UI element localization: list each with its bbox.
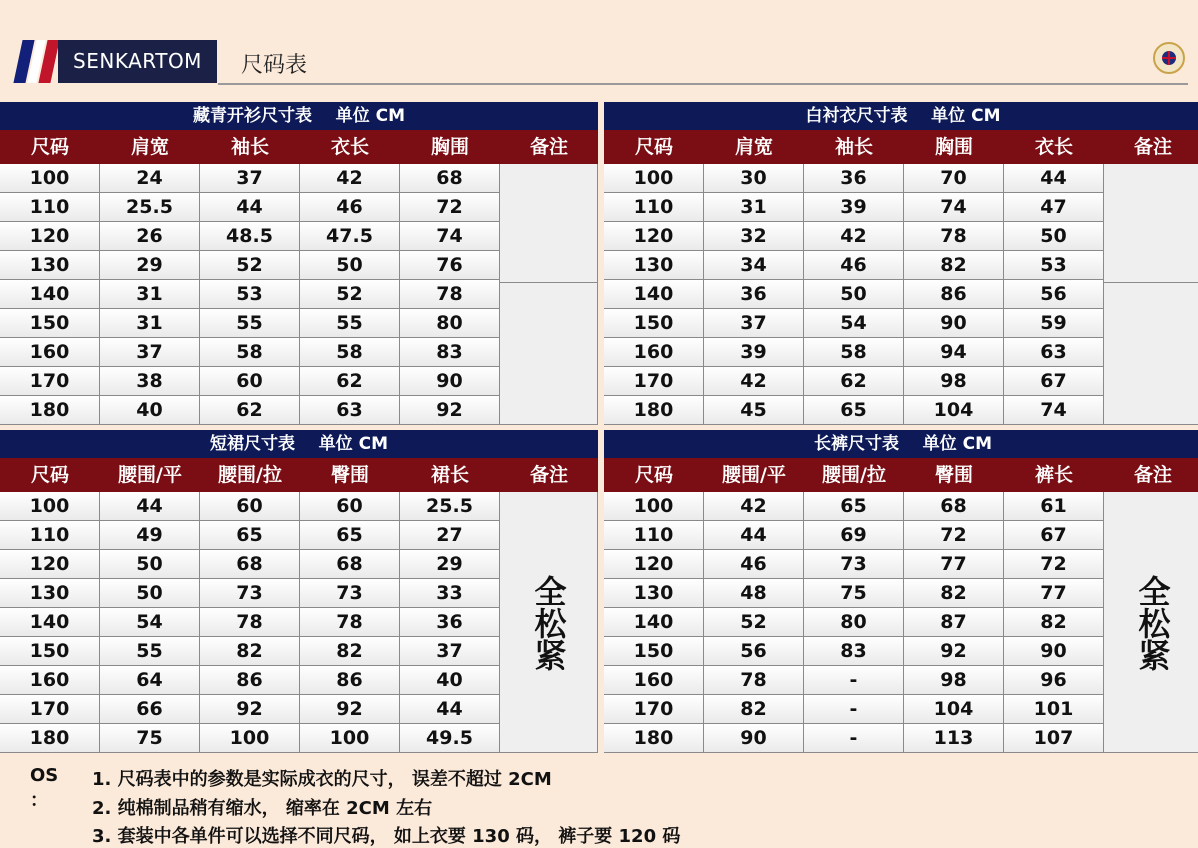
cell-col-d: 29 [400, 550, 500, 579]
cell-size: 180 [604, 396, 704, 425]
table-title: 短裙尺寸表 单位 CM [0, 430, 598, 458]
cell-col-a: 40 [100, 396, 200, 425]
note-cell [1104, 492, 1198, 753]
header-col-c: 衣长 [330, 136, 369, 158]
cell-size: 180 [604, 724, 704, 753]
cell-col-c: 90 [904, 309, 1004, 338]
cell-col-b: - [804, 724, 904, 753]
cell-col-b: 50 [804, 280, 904, 309]
table-header-row [0, 458, 598, 492]
cell-col-c: 100 [300, 724, 400, 753]
cell-size: 170 [604, 695, 704, 724]
cell-size: 140 [604, 608, 704, 637]
cell-col-c: 68 [300, 550, 400, 579]
cell-col-c: 86 [904, 280, 1004, 309]
cell-col-d: 96 [1004, 666, 1104, 695]
header-size: 尺码 [30, 136, 69, 158]
cell-col-c: 92 [904, 637, 1004, 666]
cell-size: 150 [0, 637, 100, 666]
cell-col-b: 55 [200, 309, 300, 338]
header-col-a: 肩宽 [734, 136, 773, 158]
cell-col-a: 49 [100, 521, 200, 550]
cell-col-c: 74 [904, 193, 1004, 222]
cell-col-b: 65 [200, 521, 300, 550]
cell-col-d: 90 [1004, 637, 1104, 666]
cell-col-a: 29 [100, 251, 200, 280]
cell-col-c: 113 [904, 724, 1004, 753]
cell-col-b: 60 [200, 367, 300, 396]
cell-col-d: 67 [1004, 367, 1104, 396]
header-col-b: 腰围/拉 [218, 464, 282, 486]
cell-col-b: 75 [804, 579, 904, 608]
table-header-row [0, 130, 598, 164]
cell-col-d: 82 [1004, 608, 1104, 637]
cell-col-b: 69 [804, 521, 904, 550]
note-text: 全松紧 [529, 574, 568, 671]
cell-col-d: 25.5 [400, 492, 500, 521]
cell-size: 170 [604, 367, 704, 396]
cell-col-c: 82 [300, 637, 400, 666]
cell-size: 100 [604, 492, 704, 521]
cell-col-b: 83 [804, 637, 904, 666]
cell-col-d: 80 [400, 309, 500, 338]
cell-col-a: 48 [704, 579, 804, 608]
cell-col-c: 50 [300, 251, 400, 280]
cell-size: 120 [0, 550, 100, 579]
cell-col-d: 59 [1004, 309, 1104, 338]
cell-col-d: 53 [1004, 251, 1104, 280]
brand-name: SENKARTOM [58, 40, 217, 83]
cell-col-a: 55 [100, 637, 200, 666]
cell-col-b: 44 [200, 193, 300, 222]
cell-col-d: 44 [400, 695, 500, 724]
cell-size: 160 [0, 666, 100, 695]
header-size: 尺码 [634, 464, 673, 486]
cell-size: 110 [604, 521, 704, 550]
cell-size: 150 [604, 309, 704, 338]
note-cell [500, 283, 598, 425]
note-cell [500, 492, 598, 753]
header-col-a: 肩宽 [130, 136, 169, 158]
cell-col-a: 54 [100, 608, 200, 637]
cell-col-a: 38 [100, 367, 200, 396]
cell-col-c: 104 [904, 396, 1004, 425]
cell-col-d: 76 [400, 251, 500, 280]
cell-size: 130 [604, 251, 704, 280]
header-note: 备注 [1133, 136, 1172, 158]
cell-size: 180 [0, 396, 100, 425]
cell-col-a: 90 [704, 724, 804, 753]
cell-col-a: 56 [704, 637, 804, 666]
header-col-c: 臀围 [330, 464, 369, 486]
table-body [604, 164, 1198, 425]
cell-col-c: 42 [300, 164, 400, 193]
cell-col-c: 104 [904, 695, 1004, 724]
cell-col-a: 42 [704, 492, 804, 521]
table-header-row [604, 130, 1198, 164]
note-text: 全松紧 [1133, 574, 1172, 671]
cell-col-a: 36 [704, 280, 804, 309]
header-col-d: 胸围 [430, 136, 469, 158]
header-col-d: 裙长 [430, 464, 469, 486]
cell-col-d: 101 [1004, 695, 1104, 724]
cell-col-a: 30 [704, 164, 804, 193]
cell-col-c: 72 [904, 521, 1004, 550]
cell-size: 100 [604, 164, 704, 193]
table-header-row [604, 458, 1198, 492]
cell-size: 170 [0, 695, 100, 724]
cell-col-d: 44 [1004, 164, 1104, 193]
cell-col-a: 42 [704, 367, 804, 396]
table-title: 长裤尺寸表 单位 CM [604, 430, 1198, 458]
cell-col-b: - [804, 666, 904, 695]
cell-col-b: 60 [200, 492, 300, 521]
header-col-b: 腰围/拉 [822, 464, 886, 486]
cell-col-c: 78 [904, 222, 1004, 251]
cell-col-d: 74 [1004, 396, 1104, 425]
header-note: 备注 [1133, 464, 1172, 486]
cell-col-a: 52 [704, 608, 804, 637]
cell-col-c: 86 [300, 666, 400, 695]
cell-col-a: 37 [704, 309, 804, 338]
cell-size: 110 [604, 193, 704, 222]
cell-col-b: - [804, 695, 904, 724]
cell-col-b: 39 [804, 193, 904, 222]
cell-col-b: 68 [200, 550, 300, 579]
cell-col-c: 92 [300, 695, 400, 724]
cell-col-b: 58 [200, 338, 300, 367]
cell-col-c: 52 [300, 280, 400, 309]
cell-size: 150 [604, 637, 704, 666]
cell-col-b: 58 [804, 338, 904, 367]
cell-col-b: 36 [804, 164, 904, 193]
cell-col-b: 100 [200, 724, 300, 753]
cell-col-d: 61 [1004, 492, 1104, 521]
cell-size: 120 [604, 550, 704, 579]
cell-size: 110 [0, 521, 100, 550]
cell-col-d: 74 [400, 222, 500, 251]
cell-col-a: 24 [100, 164, 200, 193]
brand-logo [12, 40, 217, 83]
header-note: 备注 [529, 464, 568, 486]
cell-col-d: 68 [400, 164, 500, 193]
cell-col-b: 62 [200, 396, 300, 425]
cell-col-a: 44 [100, 492, 200, 521]
header-col-b: 袖长 [230, 136, 269, 158]
header [0, 0, 1198, 92]
table-body [0, 164, 598, 425]
cell-col-a: 31 [704, 193, 804, 222]
cell-col-d: 107 [1004, 724, 1104, 753]
cell-col-c: 63 [300, 396, 400, 425]
cell-col-a: 50 [100, 550, 200, 579]
cell-col-d: 33 [400, 579, 500, 608]
cell-col-d: 40 [400, 666, 500, 695]
cell-col-b: 78 [200, 608, 300, 637]
note-line: 1. 尺码表中的参数是实际成衣的尺寸， 误差不超过 2CM [92, 769, 552, 790]
cell-col-b: 37 [200, 164, 300, 193]
cell-size: 140 [604, 280, 704, 309]
cell-col-b: 80 [804, 608, 904, 637]
cell-size: 180 [0, 724, 100, 753]
cell-col-d: 50 [1004, 222, 1104, 251]
cell-col-c: 65 [300, 521, 400, 550]
cell-col-d: 63 [1004, 338, 1104, 367]
cell-col-a: 46 [704, 550, 804, 579]
cell-col-c: 55 [300, 309, 400, 338]
cell-col-a: 32 [704, 222, 804, 251]
note-cell [500, 164, 598, 283]
cell-col-a: 26 [100, 222, 200, 251]
header-col-c: 臀围 [934, 464, 973, 486]
header-divider [218, 83, 1188, 85]
cell-col-a: 50 [100, 579, 200, 608]
cell-col-c: 77 [904, 550, 1004, 579]
cell-col-a: 31 [100, 309, 200, 338]
cell-size: 130 [0, 251, 100, 280]
cell-size: 120 [0, 222, 100, 251]
note-line: 3. 套装中各单件可以选择不同尺码， 如上衣要 130 码， 裤子要 120 码 [92, 826, 681, 847]
cell-col-a: 34 [704, 251, 804, 280]
cell-col-c: 82 [904, 579, 1004, 608]
cell-col-a: 78 [704, 666, 804, 695]
cell-size: 170 [0, 367, 100, 396]
cell-col-c: 68 [904, 492, 1004, 521]
cell-col-b: 73 [200, 579, 300, 608]
table-title: 藏青开衫尺寸表 单位 CM [0, 102, 598, 130]
cell-col-d: 27 [400, 521, 500, 550]
cell-size: 130 [604, 579, 704, 608]
cell-col-d: 72 [400, 193, 500, 222]
cell-col-b: 65 [804, 396, 904, 425]
cell-col-a: 66 [100, 695, 200, 724]
header-col-d: 衣长 [1034, 136, 1073, 158]
cell-col-d: 67 [1004, 521, 1104, 550]
header-size: 尺码 [634, 136, 673, 158]
cell-col-d: 78 [400, 280, 500, 309]
cell-size: 110 [0, 193, 100, 222]
cell-col-c: 70 [904, 164, 1004, 193]
note-cell [1104, 283, 1198, 425]
cell-col-a: 25.5 [100, 193, 200, 222]
cell-col-c: 94 [904, 338, 1004, 367]
cell-col-c: 62 [300, 367, 400, 396]
header-col-a: 腰围/平 [722, 464, 786, 486]
cell-col-d: 49.5 [400, 724, 500, 753]
note-cell [1104, 164, 1198, 283]
notes-label: OS ： [30, 765, 59, 811]
cell-col-c: 58 [300, 338, 400, 367]
page-title: 尺码表 [241, 53, 308, 78]
cell-size: 160 [604, 338, 704, 367]
cell-col-d: 56 [1004, 280, 1104, 309]
header-size: 尺码 [30, 464, 69, 486]
cell-col-d: 83 [400, 338, 500, 367]
cell-col-b: 42 [804, 222, 904, 251]
cell-size: 120 [604, 222, 704, 251]
cell-size: 140 [0, 608, 100, 637]
cell-col-d: 77 [1004, 579, 1104, 608]
note-line: 2. 纯棉制品稍有缩水， 缩率在 2CM 左右 [92, 798, 433, 819]
cell-col-c: 73 [300, 579, 400, 608]
cell-col-a: 31 [100, 280, 200, 309]
cell-size: 130 [0, 579, 100, 608]
cell-col-d: 36 [400, 608, 500, 637]
cell-col-b: 53 [200, 280, 300, 309]
cell-col-d: 90 [400, 367, 500, 396]
cell-col-b: 65 [804, 492, 904, 521]
cell-col-b: 82 [200, 637, 300, 666]
cell-size: 140 [0, 280, 100, 309]
cell-col-b: 52 [200, 251, 300, 280]
cell-col-c: 98 [904, 367, 1004, 396]
cell-col-a: 44 [704, 521, 804, 550]
emblem-icon [1153, 42, 1185, 74]
cell-col-b: 62 [804, 367, 904, 396]
header-col-a: 腰围/平 [118, 464, 182, 486]
cell-col-b: 73 [804, 550, 904, 579]
union-flag-icon [1162, 51, 1176, 65]
header-col-b: 袖长 [834, 136, 873, 158]
cell-col-d: 72 [1004, 550, 1104, 579]
cell-size: 150 [0, 309, 100, 338]
cell-col-c: 46 [300, 193, 400, 222]
cell-col-a: 39 [704, 338, 804, 367]
cell-col-c: 47.5 [300, 222, 400, 251]
cell-col-c: 60 [300, 492, 400, 521]
table-body [0, 492, 598, 753]
cell-col-c: 87 [904, 608, 1004, 637]
cell-col-d: 37 [400, 637, 500, 666]
cell-col-a: 75 [100, 724, 200, 753]
cell-size: 160 [604, 666, 704, 695]
cell-col-b: 92 [200, 695, 300, 724]
table-title: 白衬衣尺寸表 单位 CM [604, 102, 1198, 130]
table-body [604, 492, 1198, 753]
cell-size: 100 [0, 164, 100, 193]
cell-col-a: 37 [100, 338, 200, 367]
header-col-c: 胸围 [934, 136, 973, 158]
cell-col-c: 78 [300, 608, 400, 637]
cell-col-c: 98 [904, 666, 1004, 695]
cell-size: 160 [0, 338, 100, 367]
cell-size: 100 [0, 492, 100, 521]
cell-col-b: 86 [200, 666, 300, 695]
cell-col-d: 92 [400, 396, 500, 425]
header-note: 备注 [529, 136, 568, 158]
cell-col-d: 47 [1004, 193, 1104, 222]
cell-col-b: 48.5 [200, 222, 300, 251]
cell-col-c: 82 [904, 251, 1004, 280]
cell-col-b: 54 [804, 309, 904, 338]
cell-col-a: 64 [100, 666, 200, 695]
cell-col-a: 45 [704, 396, 804, 425]
header-col-d: 裤长 [1034, 464, 1073, 486]
cell-col-a: 82 [704, 695, 804, 724]
cell-col-b: 46 [804, 251, 904, 280]
